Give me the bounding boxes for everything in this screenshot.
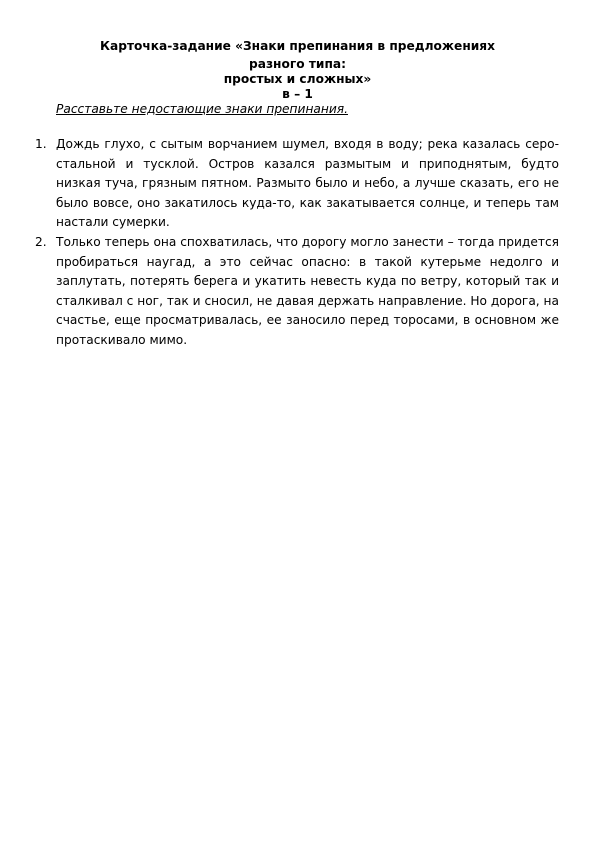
item-number: 2.: [35, 234, 47, 249]
instruction-text: Расставьте недостающие знаки препинания.: [56, 102, 348, 116]
exercise-list: [35, 135, 559, 351]
title-line-1: Карточка-задание «Знаки препинания в предложениях: [100, 39, 495, 53]
list-item: [35, 233, 559, 351]
item-text: Только теперь она спохватилась, что дорогу могло занести – тогда придется пробираться наугад, а это сейчас опасно: в такой кутерьме недолго и заплутать, потерять берега и укатить невесть куда по ветру, который так и сталкивал с ног, так и сносил, не давая держать направление. Но дорога, на счастье, еще просматривалась, ее заносило перед торосами, в основном же протаскивало мимо.: [56, 234, 559, 347]
variant-label: в – 1: [282, 87, 313, 101]
item-text: Дождь глухо, с сытым ворчанием шумел, входя в воду; река казалась серо-стальной и тусклой. Остров казался размытым и приподнятым, будто низкая туча, грязным пятном. Размыто было и небо, а лучше сказать, его не было вовсе, оно закатилось куда-то, как закатывается солнце, и теперь там настали сумерки.: [56, 137, 559, 230]
item-number: 1.: [35, 137, 47, 151]
title-line-3: простых и сложных»: [223, 72, 372, 86]
list-item: [35, 135, 559, 233]
title-line-2: разного типа:: [249, 57, 346, 71]
